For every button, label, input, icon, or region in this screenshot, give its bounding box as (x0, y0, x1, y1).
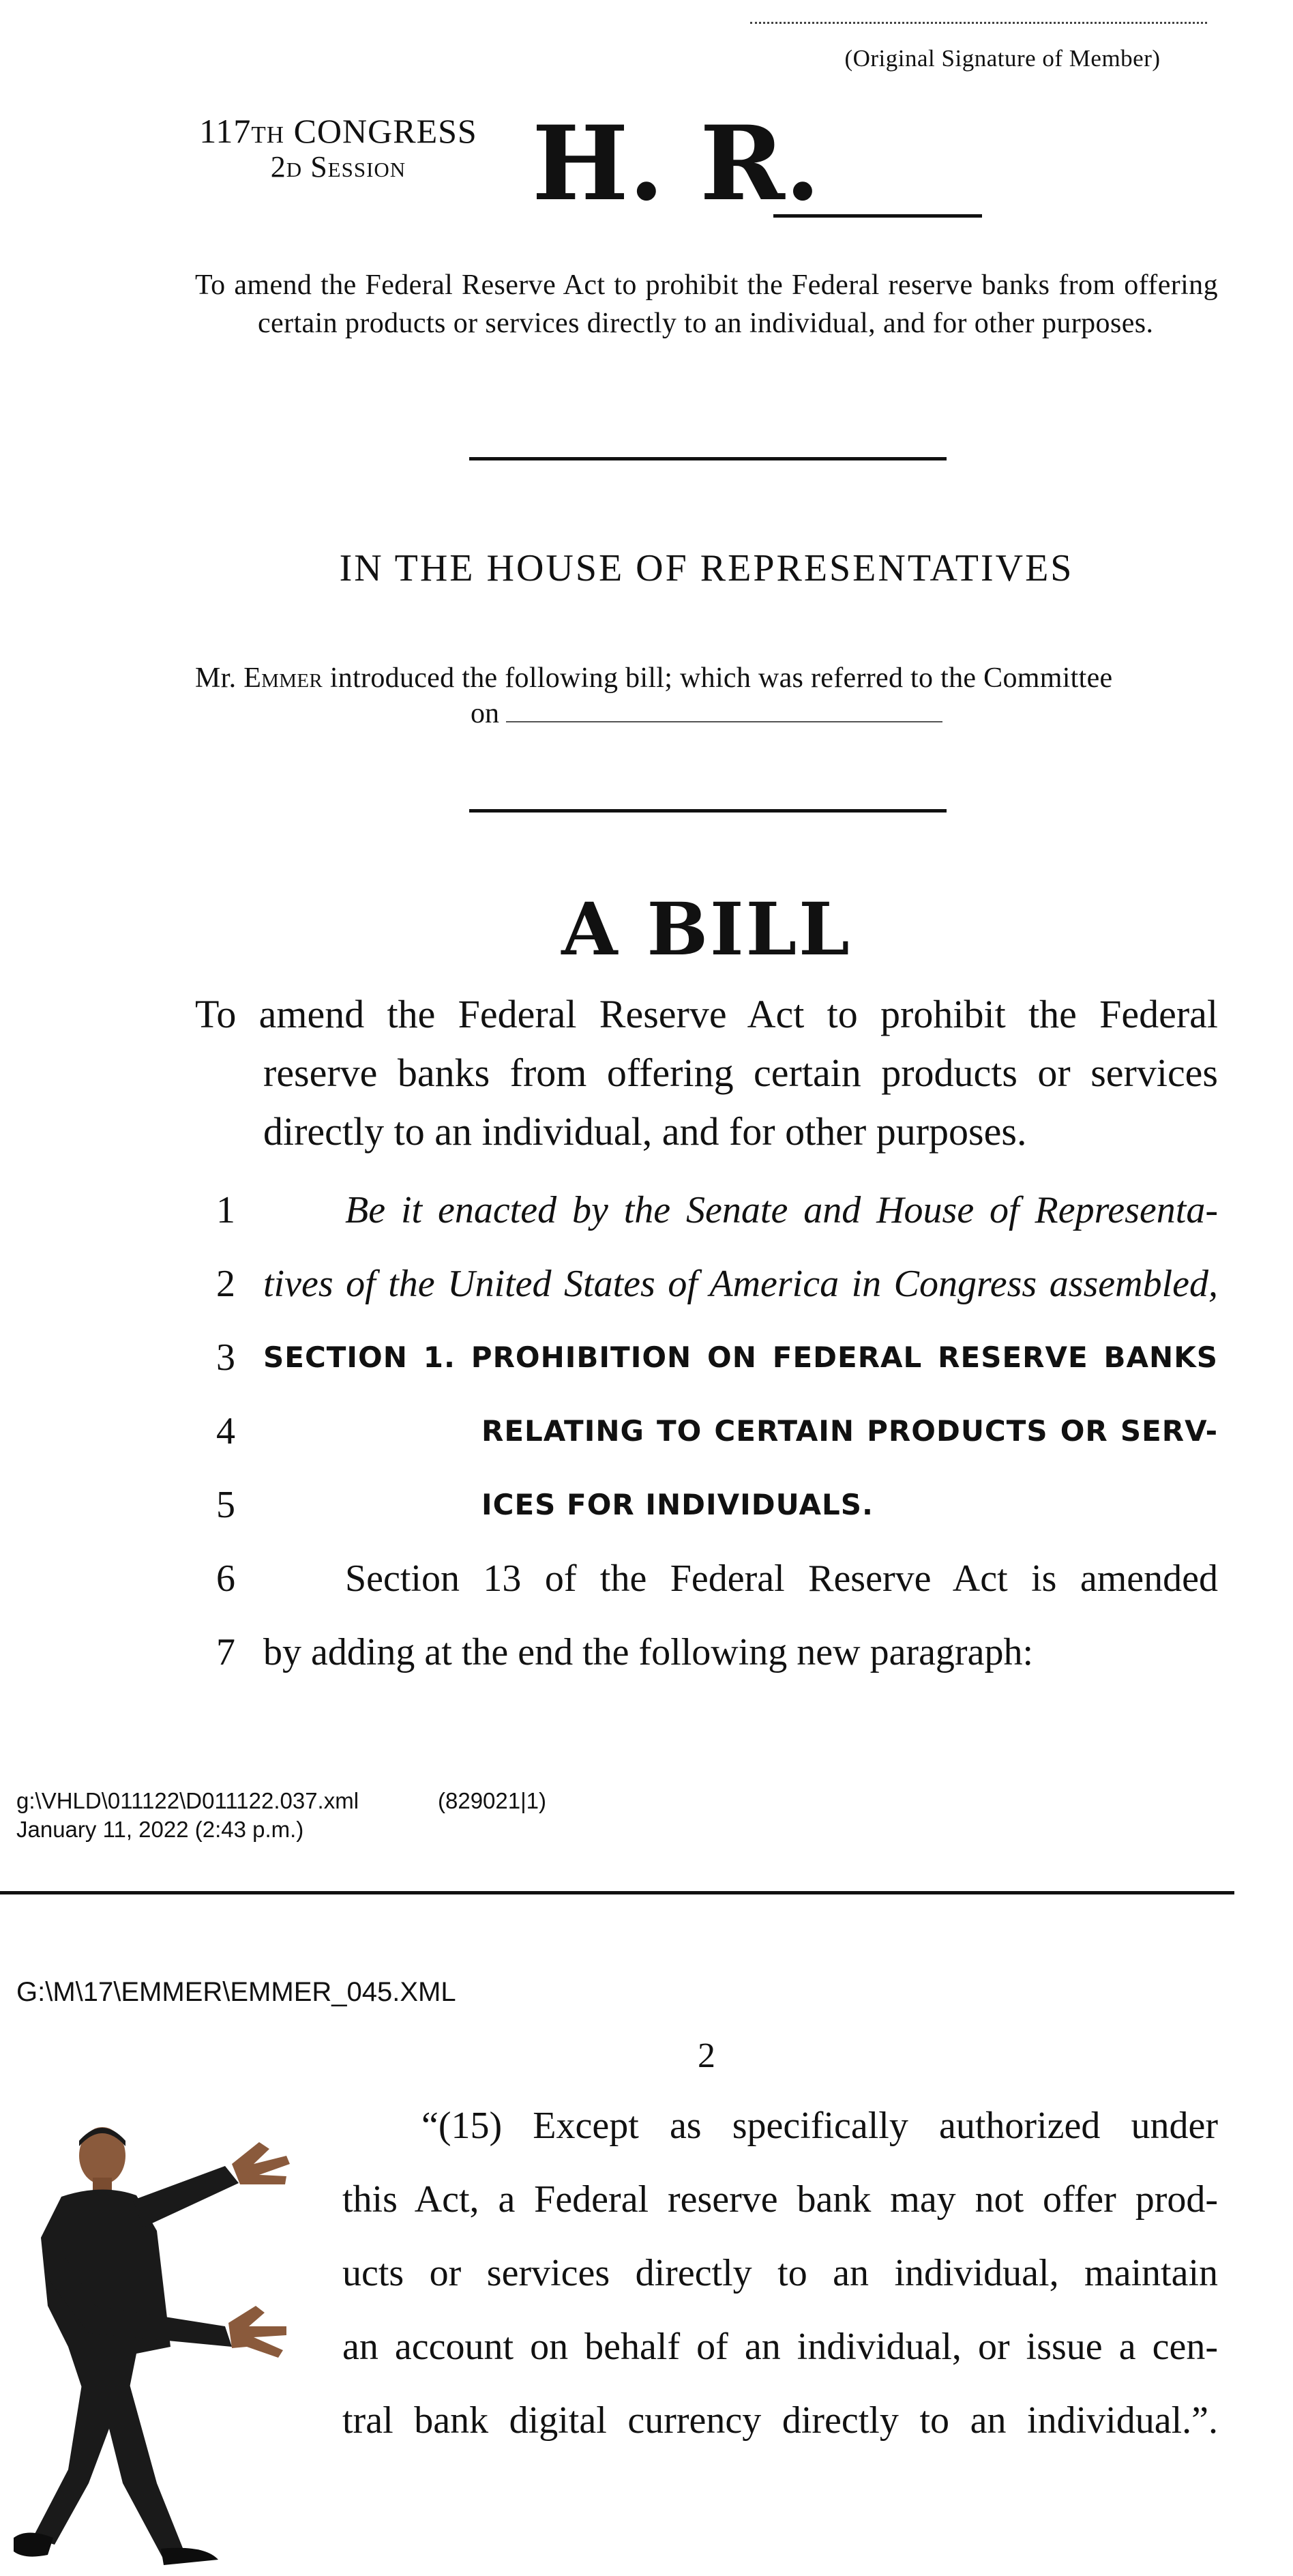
committee-blank (506, 701, 942, 722)
session-word: Session (302, 150, 406, 184)
amendment-line: tral bank digital currency directly to an individual.”. (342, 2399, 1218, 2442)
line-number: 7 (216, 1631, 235, 1673)
house-heading: IN THE HOUSE OF REPRESENTATIVES (339, 547, 1074, 589)
congress-label (195, 112, 481, 150)
line-number: 4 (216, 1410, 235, 1452)
section-heading: ICES FOR INDIVIDUALS. (481, 1488, 874, 1521)
section-heading: SECTION 1. PROHIBITION ON FEDERAL RESERVE BANKS (263, 1341, 1218, 1374)
line-number: 6 (216, 1557, 235, 1600)
sponsor-name: Emmer (243, 662, 323, 694)
line-text: by adding at the end the following new paragraph: (263, 1631, 1033, 1673)
a-bill-heading: A BILL (561, 886, 852, 971)
bill-line (195, 1321, 1218, 1394)
bill-line (195, 1394, 1218, 1468)
section-heading: RELATING TO CERTAIN PRODUCTS OR SERV- (481, 1414, 1218, 1448)
committee-on-label: on (471, 698, 499, 729)
introduction-body: introduced the following bill; which was referred to the Committee (323, 662, 1113, 694)
introduction-text (195, 660, 1218, 696)
introduction-prefix: Mr. (195, 662, 244, 694)
session-suffix: d (286, 150, 303, 184)
congress-number: 117 (199, 112, 252, 150)
line-text: Section 13 of the Federal Reserve Act is amended (345, 1557, 1218, 1600)
signature-caption: (Original Signature of Member) (844, 45, 1161, 72)
long-title: To amend the Federal Reserve Act to prohibit the Federal reserve banks from offering certain products or services directly to an individual, and for other purposes. (195, 992, 1218, 1154)
bill-line (195, 1247, 1218, 1321)
footer-date: January 11, 2022 (2:43 p.m.) (16, 1817, 304, 1842)
line-number: 5 (216, 1484, 235, 1526)
line-text: tives of the United States of America in Congress assembled, (263, 1263, 1218, 1305)
session-number: 2 (270, 150, 286, 184)
page-number: 2 (698, 2036, 715, 2075)
signature-line (750, 12, 1207, 24)
bill-line (195, 1615, 1218, 1689)
line-number: 3 (216, 1336, 235, 1379)
session-label (195, 150, 481, 184)
footer-code: (829021|1) (438, 1788, 547, 1813)
line-number: 2 (216, 1263, 235, 1305)
line-text: Be it enacted by the Senate and House of Representa- (345, 1189, 1218, 1231)
divider-rule (469, 809, 947, 813)
page2-file-path: G:\M\17\EMMER\EMMER_045.XML (16, 1977, 456, 2007)
congress-word: CONGRESS (284, 112, 477, 150)
amendment-line: an account on behalf of an individual, or issue a cen- (342, 2326, 1218, 2368)
person-figure-icon (0, 2101, 314, 2572)
bill-line (195, 1542, 1218, 1615)
bill-designation: H. R. (532, 104, 821, 224)
divider-rule (469, 457, 947, 460)
footer-file-path: g:\VHLD\011122\D011122.037.xml (16, 1788, 359, 1813)
person-figure-image (0, 2101, 314, 2572)
bill-number-blank (773, 214, 982, 218)
bill-line (195, 1468, 1218, 1542)
amendment-line: ucts or services directly to an individual, maintain (342, 2252, 1218, 2294)
bill-line (195, 1173, 1218, 1247)
committee-line (195, 696, 1218, 731)
amendment-line: “(15) Except as specifically authorized under (421, 2105, 1218, 2147)
congress-suffix: th (251, 112, 285, 150)
line-number: 1 (216, 1189, 235, 1231)
short-title: To amend the Federal Reserve Act to prohibit the Federal reserve banks from offering certain products or services directly to an individual, and for other purposes. (195, 269, 1218, 339)
amendment-line: this Act, a Federal reserve bank may not offer prod- (342, 2178, 1218, 2221)
page-break-rule (0, 1891, 1234, 1894)
